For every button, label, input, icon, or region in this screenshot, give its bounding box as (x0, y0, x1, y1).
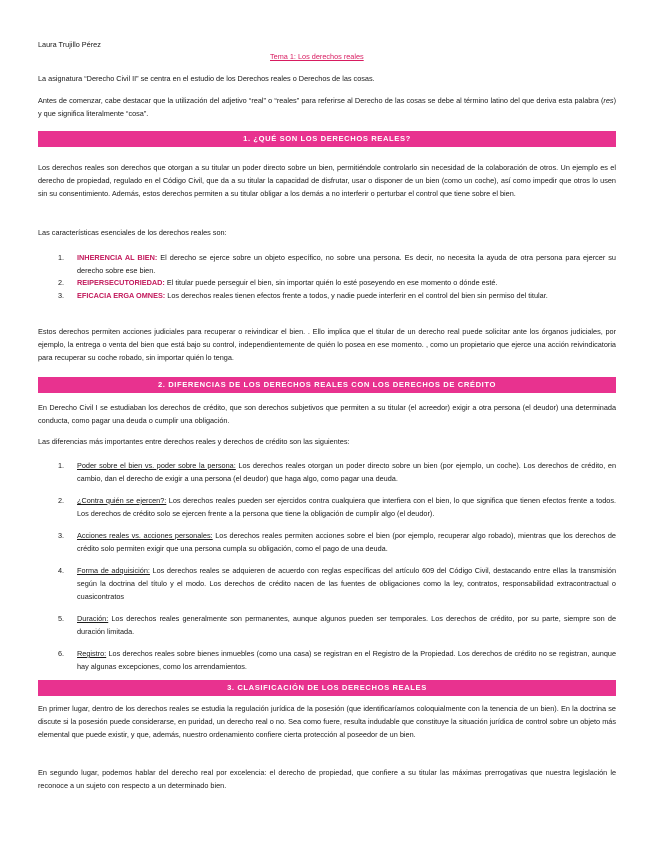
s1-paragraph-2: Las características esenciales de los derechos reales son: (38, 228, 227, 237)
s1-list-item: 1. INHERENCIA AL BIEN: El derecho se ejerce sobre un objeto específico, no sobre una persona. Es decir, no necesita la ayuda de otra persona para ejercer su derecho sobre ese bien. (58, 253, 616, 276)
intro-paragraph-1: La asignatura “Derecho Civil II” se centra en el estudio de los Derechos reales o Derechos de las cosas. (38, 74, 375, 83)
topic-title: Tema 1: Los derechos reales (270, 52, 364, 61)
section-3-heading: 3. CLASIFICACIÓN DE LOS DERECHOS REALES (38, 680, 616, 696)
s1-list-item: 2. REIPERSECUTORIEDAD: El titular puede perseguir el bien, sin importar quién lo esté poseyendo en ese momento o dónde esté. (58, 278, 498, 287)
section-2-heading: 2. DIFERENCIAS DE LOS DERECHOS REALES CON LOS DERECHOS DE CRÉDITO (38, 377, 616, 393)
s2-list-item: 5. Duración: Los derechos reales generalmente son permanentes, aunque algunos pueden ser temporales. Los derechos de crédito, por su parte, siempre son de duración limitada. (58, 614, 616, 637)
author-name: Laura Trujillo Pérez (38, 40, 101, 49)
s2-list-item: 4. Forma de adquisición: Los derechos reales se adquieren de acuerdo con reglas específicas del artículo 609 del Código Civil, destacando entre ellas la transmisión según la doctrina del título y el modo. Los derechos de crédito nacen de las fuentes de obligaciones como la ley, contratos, responsabilidad extracontractual o cuasicontratos (58, 566, 616, 602)
s2-list-item: 2. ¿Contra quién se ejercen?: Los derechos reales pueden ser ejercidos contra cualquiera que interfiera con el bien, lo que significa que tienen efectos frente a todos. Los derechos de crédito solo se ejercen frente a la persona que tiene la obligación de cumplir algo (el deudor). (58, 496, 616, 519)
s1-paragraph-3: Estos derechos permiten acciones judiciales para recuperar o reivindicar el bien. . Ello implica que el titular de un derecho real puede solicitar ante los órganos judiciales, por ejemplo, la entrega o venta del bien que está bajo su control, independientemente de quién lo posea en ese momento. , como un propietario que ejerce una acción reivindicatoria para recuperar su coche robado, sin importar quién lo tenga. (38, 327, 616, 363)
s3-paragraph-1: En primer lugar, dentro de los derechos reales se estudia la regulación jurídica de la posesión (que identificaríamos coloquialmente con la tenencia de un bien). En la doctrina se discute si la posesión puede considerarse, en puridad, un derecho real o no. Sea como fuere, resulta indudable que constituye la situación jurídica de control sobre un objeto más elemental que puede existir, y que, además, nuestro ordenamiento confiere cierta protección al poseedor de un bien. (38, 704, 616, 740)
s3-paragraph-2: En segundo lugar, podemos hablar del derecho real por excelencia: el derecho de propiedad, que confiere a su titular las máximas prerrogativas que nuestra legislación le reconoce a un sujeto con respecto a un determinado bien. (38, 768, 616, 791)
intro-paragraph-2: Antes de comenzar, cabe destacar que la utilización del adjetivo “real” o “reales” para referirse al Derecho de las cosas se debe al término latino del que deriva esta palabra (res) y que significa literalmente “cosa”. (38, 96, 616, 119)
section-1-heading: 1. ¿QUÉ SON LOS DERECHOS REALES? (38, 131, 616, 147)
s2-paragraph-2: Las diferencias más importantes entre derechos reales y derechos de crédito son las siguientes: (38, 437, 350, 446)
s2-list-item: 1. Poder sobre el bien vs. poder sobre la persona: Los derechos reales otorgan un poder directo sobre un bien (por ejemplo, un coche). Los derechos de crédito, en cambio, dan el derecho de exigir a una persona (el deudor) que haga algo, como pagar una deuda. (58, 461, 616, 484)
s2-paragraph-1: En Derecho Civil I se estudiaban los derechos de crédito, que son derechos subjetivos que permiten a su titular (el acreedor) exigir a otra persona (el deudor) una determinada conducta, como pagar una deuda o cumplir una obligación. (38, 403, 616, 426)
s2-list-item: 3. Acciones reales vs. acciones personales: Los derechos reales permiten acciones sobre el bien (por ejemplo, recuperar algo robado), mientras que los derechos de crédito solo permiten exigir que una persona cumpla su obligación, como el pago de una deuda. (58, 531, 616, 554)
s1-list-item: 3. EFICACIA ERGA OMNES: Los derechos reales tienen efectos frente a todos, y nadie puede interferir en el control del bien sin permiso del titular. (58, 291, 548, 300)
s2-list-item: 6. Registro: Los derechos reales sobre bienes inmuebles (como una casa) se registran en el Registro de la Propiedad. Los derechos de crédito no se registran, aunque hay algunas excepciones, como los arrendamientos. (58, 649, 616, 672)
s1-paragraph-1: Los derechos reales son derechos que otorgan a su titular un poder directo sobre un bien, permitiéndole controlarlo sin necesidad de la colaboración de otros. Un ejemplo es el derecho de propiedad, regulado en el Código Civil, que da a su titular la capacidad de disfrutar, usar o disponer de un bien (como un coche), así como impedir que otros lo usen sin su consentimiento. Además, estos derechos permiten a su titular obligar a los demás a no interferir o perturbar el control que tiene sobre el bien. (38, 163, 616, 199)
